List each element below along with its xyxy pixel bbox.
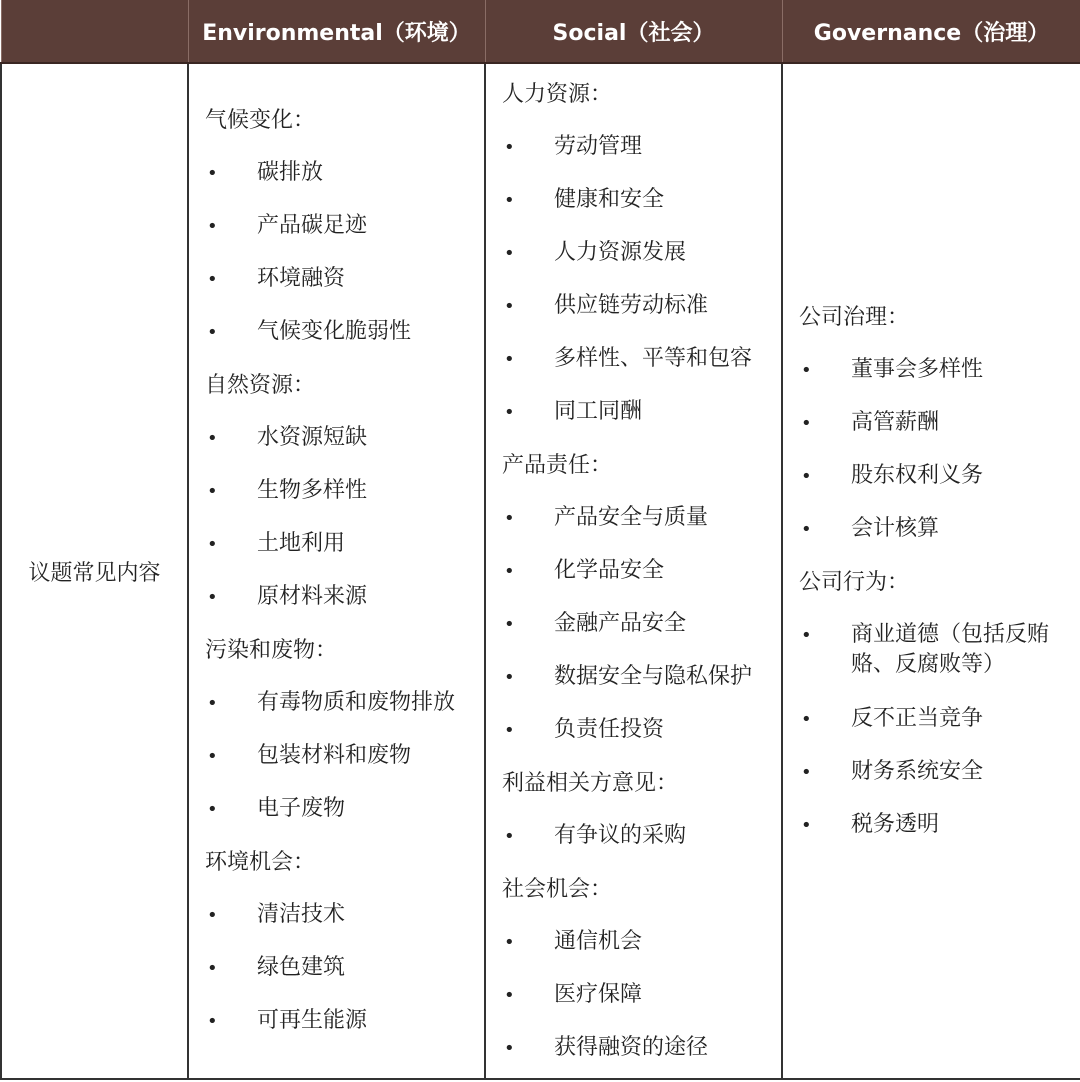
list-item-label: 可再生能源: [257, 1008, 368, 1033]
bullet-icon: •: [207, 1011, 218, 1032]
bullet-icon: •: [207, 799, 218, 820]
list-item-label: 产品安全与质量: [554, 504, 709, 530]
row-label: 议题常见内容: [1, 63, 188, 1079]
environmental-list-item: [205, 677, 476, 730]
list-item-label: 生物多样性: [257, 478, 368, 503]
social-list-item: [502, 969, 773, 1022]
header-social: Social（社会）: [485, 0, 782, 63]
governance-list-item: [799, 450, 1072, 503]
bullet-icon: •: [801, 761, 812, 783]
social-list-item: [502, 492, 773, 545]
list-item-label: 劳动管理: [554, 133, 643, 159]
list-item-label: 绿色建筑: [257, 955, 346, 980]
bullet-icon: •: [504, 931, 515, 953]
list-item-label: 清洁技术: [257, 902, 346, 927]
list-item-label: 健康和安全: [554, 186, 665, 212]
social-list-item: [502, 386, 773, 439]
bullet-icon: •: [504, 1037, 515, 1059]
list-item-label: 会计核算: [851, 515, 940, 541]
bullet-icon: •: [801, 708, 812, 730]
environmental-list-item: [205, 253, 476, 306]
environmental-column: [189, 94, 484, 1048]
environmental-list-item: [205, 147, 476, 200]
list-item-label: 董事会多样性: [851, 356, 984, 382]
bullet-icon: •: [504, 136, 515, 158]
social-list-item: [502, 280, 773, 333]
environmental-category-title: 气候变化：: [205, 108, 316, 133]
list-item-label: 碳排放: [257, 160, 324, 185]
bullet-icon: •: [207, 693, 218, 714]
environmental-list-item: [205, 200, 476, 253]
list-item-label: 水资源短缺: [257, 425, 368, 450]
governance-category-title: 公司行为：: [799, 569, 910, 595]
bullet-icon: •: [504, 507, 515, 529]
governance-list-item: [799, 397, 1072, 450]
header-row: [1, 0, 1080, 63]
social-cell: [485, 63, 782, 1079]
bullet-icon: •: [801, 518, 812, 540]
list-item-label: 负责任投资: [554, 716, 665, 742]
social-list-item: [502, 704, 773, 757]
list-item-label: 化学品安全: [554, 557, 665, 583]
list-item-label: 金融产品安全: [554, 610, 687, 636]
bullet-icon: •: [801, 465, 812, 487]
bullet-icon: •: [207, 269, 218, 290]
list-item-label: 同工同酬: [554, 398, 643, 424]
list-item-label: 有争议的采购: [554, 822, 687, 848]
list-item-label: 反不正当竞争: [851, 705, 984, 731]
bullet-icon: •: [207, 216, 218, 237]
header-governance: Governance（治理）: [782, 0, 1080, 63]
governance-list-item: [799, 344, 1072, 397]
list-item-label: 气候变化脆弱性: [257, 319, 412, 344]
list-item-label: 产品碳足迹: [257, 213, 368, 238]
social-list-item: [502, 545, 773, 598]
governance-list-item: [799, 693, 1072, 746]
bullet-icon: •: [504, 719, 515, 741]
governance-list-item: [799, 503, 1072, 556]
environmental-list-item: [205, 412, 476, 465]
list-item-label: 电子废物: [257, 796, 346, 821]
list-item-label: 土地利用: [257, 531, 346, 556]
list-item-label: 人力资源发展: [554, 239, 687, 265]
bullet-icon: •: [801, 412, 812, 434]
governance-category-title: 公司治理：: [799, 304, 910, 330]
bullet-icon: •: [504, 666, 515, 688]
topics-row: [1, 63, 1080, 1079]
social-list-item: [502, 1022, 773, 1075]
list-item-label: 医疗保障: [554, 981, 643, 1007]
bullet-icon: •: [801, 624, 812, 646]
bullet-icon: •: [207, 534, 218, 555]
list-item-label: 高管薪酬: [851, 409, 940, 435]
bullet-icon: •: [504, 401, 515, 423]
social-category-title: 人力资源：: [502, 81, 613, 107]
bullet-icon: •: [504, 613, 515, 635]
social-list-item: [502, 333, 773, 386]
environmental-list-item: [205, 306, 476, 359]
list-item-label: 原材料来源: [257, 584, 368, 609]
bullet-icon: •: [207, 587, 218, 608]
list-item-label: 通信机会: [554, 928, 643, 954]
environmental-list-item: [205, 783, 476, 836]
bullet-icon: •: [504, 242, 515, 264]
list-item-label: 环境融资: [257, 266, 346, 291]
environmental-list-item: [205, 571, 476, 624]
header-environmental: Environmental（环境）: [188, 0, 485, 63]
bullet-icon: •: [504, 295, 515, 317]
bullet-icon: •: [207, 481, 218, 502]
header-corner: [1, 0, 188, 63]
social-list-item: [502, 174, 773, 227]
environmental-list-item: [205, 518, 476, 571]
governance-list-item: [799, 799, 1072, 852]
bullet-icon: •: [207, 428, 218, 449]
list-item-label: 获得融资的途径: [554, 1034, 709, 1060]
environmental-list-item: [205, 730, 476, 783]
bullet-icon: •: [207, 905, 218, 926]
social-list-item: [502, 121, 773, 174]
list-item-label: 数据安全与隐私保护: [554, 663, 753, 689]
governance-column: [783, 291, 1080, 852]
list-item-label: 供应链劳动标准: [554, 292, 709, 318]
environmental-list-item: [205, 465, 476, 518]
bullet-icon: •: [207, 163, 218, 184]
social-column: [486, 68, 781, 1075]
environmental-category-title: 污染和废物：: [205, 638, 338, 663]
social-category-title: 社会机会：: [502, 876, 613, 902]
environmental-category-title: 环境机会：: [205, 850, 316, 875]
list-item-label: 多样性、平等和包容: [554, 345, 753, 371]
bullet-icon: •: [504, 189, 515, 211]
social-category-title: 利益相关方意见：: [502, 770, 679, 796]
bullet-icon: •: [504, 984, 515, 1006]
environmental-list-item: [205, 995, 476, 1048]
environmental-list-item: [205, 889, 476, 942]
social-list-item: [502, 810, 773, 863]
list-item-label: 包装材料和废物: [257, 743, 412, 768]
governance-list-item: [799, 609, 1072, 693]
bullet-icon: •: [504, 560, 515, 582]
bullet-icon: •: [801, 359, 812, 381]
social-list-item: [502, 227, 773, 280]
list-item-label: 商业道德（包括反贿赂、反腐败等）: [851, 621, 1050, 677]
environmental-list-item: [205, 942, 476, 995]
bullet-icon: •: [207, 746, 218, 767]
bullet-icon: •: [504, 348, 515, 370]
list-item-label: 有毒物质和废物排放: [257, 690, 456, 715]
bullet-icon: •: [207, 958, 218, 979]
governance-cell: [782, 63, 1080, 1079]
social-list-item: [502, 651, 773, 704]
list-item-label: 财务系统安全: [851, 758, 984, 784]
bullet-icon: •: [504, 825, 515, 847]
list-item-label: 股东权利义务: [851, 462, 984, 488]
bullet-icon: •: [207, 322, 218, 343]
social-list-item: [502, 598, 773, 651]
governance-list-item: [799, 746, 1072, 799]
bullet-icon: •: [801, 814, 812, 836]
social-list-item: [502, 916, 773, 969]
social-category-title: 产品责任：: [502, 452, 613, 478]
list-item-label: 税务透明: [851, 811, 940, 837]
environmental-cell: [188, 63, 485, 1079]
environmental-category-title: 自然资源：: [205, 373, 316, 398]
